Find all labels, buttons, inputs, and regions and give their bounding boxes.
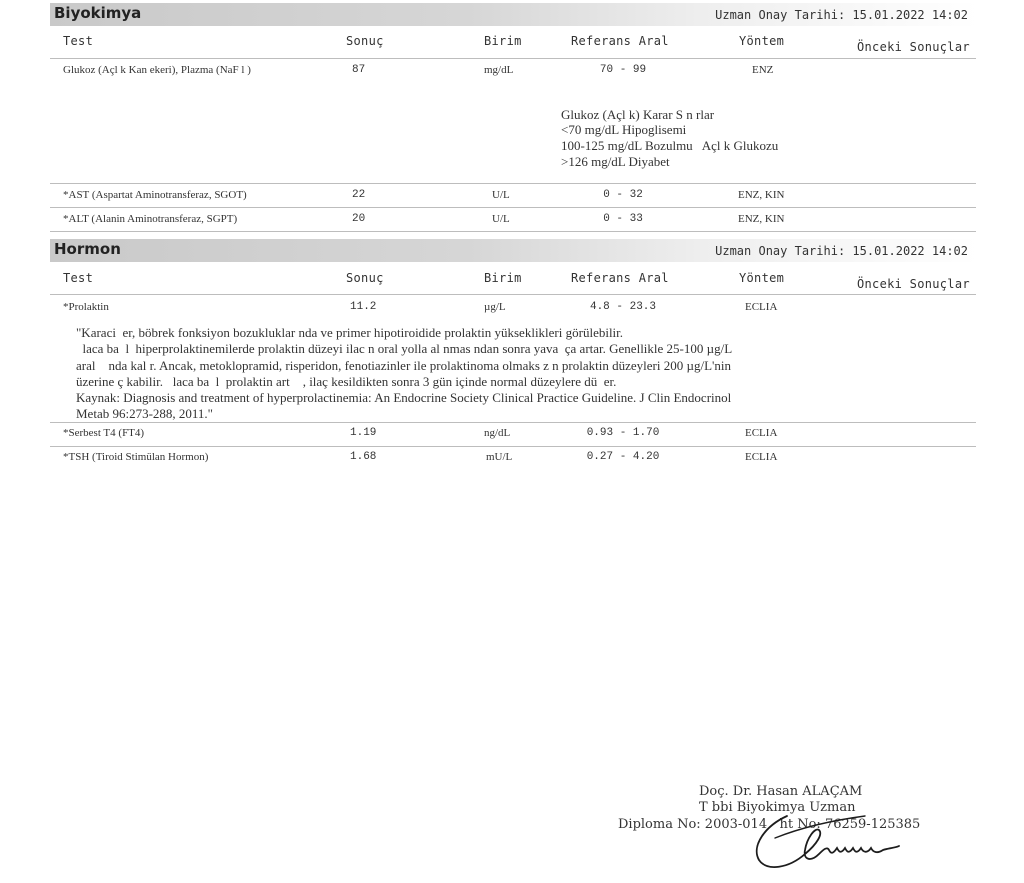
row-test: Glukoz (Açl k Kan ekeri), Plazma (NaF l ) bbox=[63, 64, 251, 76]
row-unit: µg/L bbox=[484, 301, 506, 313]
note-line: <70 mg/dL Hipoglisemi bbox=[561, 122, 687, 137]
comment-line: "Karaci er, böbrek fonksiyon bozukluklar nda ve primer hipotiroidide prolaktin yükseklikleri görülebilir. bbox=[76, 325, 624, 340]
comment-line: Metab 96:273-288, 2011." bbox=[76, 406, 213, 421]
row-reference: 0.27 - 4.20 bbox=[586, 451, 660, 463]
row-method: ECLIA bbox=[745, 301, 778, 313]
col-previous: Önceki Sonuçlar bbox=[857, 277, 970, 291]
row-result: 1.68 bbox=[350, 451, 377, 463]
note-line: Glukoz (Açl k) Karar S n rlar bbox=[561, 107, 715, 122]
comment-line: üzerine ç kabilir. laca ba l prolaktin art , ilaç kesildikten sonra 3 gün içinde normal düzeylere dü er. bbox=[76, 374, 617, 389]
signer-diploma: Diploma No: 2003-014 ht No: 76259-125385 bbox=[618, 817, 921, 832]
col-unit: Birim bbox=[484, 34, 522, 48]
signer-name: Doç. Dr. Hasan ALAÇAM bbox=[699, 784, 863, 799]
divider bbox=[50, 231, 976, 232]
row-test: *Prolaktin bbox=[63, 301, 109, 313]
row-reference: 0 - 33 bbox=[603, 213, 643, 225]
signer-title: T bbi Biyokimya Uzman bbox=[699, 800, 856, 815]
section-title: Hormon bbox=[54, 240, 121, 258]
row-result: 20 bbox=[352, 213, 366, 225]
approval-date: Uzman Onay Tarihi: 15.01.2022 14:02 bbox=[715, 8, 968, 22]
col-result: Sonuç bbox=[346, 34, 384, 48]
col-test: Test bbox=[63, 34, 94, 48]
divider bbox=[50, 207, 976, 208]
row-unit: ng/dL bbox=[484, 427, 511, 439]
col-previous: Önceki Sonuçlar bbox=[857, 40, 970, 54]
row-method: ENZ, KIN bbox=[738, 213, 785, 225]
row-method: ENZ, KIN bbox=[738, 189, 785, 201]
divider bbox=[50, 446, 976, 447]
approval-date: Uzman Onay Tarihi: 15.01.2022 14:02 bbox=[715, 244, 968, 258]
row-test: *Serbest T4 (FT4) bbox=[63, 427, 145, 439]
section-title: Biyokimya bbox=[54, 4, 142, 22]
row-method: ECLIA bbox=[745, 451, 778, 463]
note-line: >126 mg/dL Diyabet bbox=[561, 154, 670, 169]
row-result: 1.19 bbox=[350, 427, 377, 439]
row-test: *TSH (Tiroid Stimülan Hormon) bbox=[63, 451, 209, 463]
col-reference: Referans Aral bbox=[571, 34, 669, 48]
row-reference: 0.93 - 1.70 bbox=[586, 427, 660, 439]
row-result: 11.2 bbox=[350, 301, 377, 313]
col-unit: Birim bbox=[484, 271, 522, 285]
section-header-hormon bbox=[50, 239, 978, 262]
divider bbox=[50, 58, 976, 59]
row-reference: 70 - 99 bbox=[599, 64, 647, 76]
row-unit: U/L bbox=[492, 189, 510, 201]
comment-line: aral nda kal r. Ancak, metoklopramid, risperidon, fenotiazinler ile prolaktinoma olmaks z n prolaktin düzeyleri 200 µg/L'nin bbox=[76, 358, 731, 373]
divider bbox=[50, 183, 976, 184]
row-reference: 4.8 - 23.3 bbox=[589, 301, 656, 313]
row-method: ECLIA bbox=[745, 427, 778, 439]
col-method: Yöntem bbox=[739, 34, 785, 48]
row-reference: 0 - 32 bbox=[603, 189, 643, 201]
comment-line: laca ba l hiperprolaktinemilerde prolaktin düzeyi ilac n oral yolla al nmas ndan sonra yava ça artar. Genellikle 25-100 µg/L bbox=[76, 341, 733, 356]
row-result: 22 bbox=[352, 189, 366, 201]
handwritten-signature-icon bbox=[745, 808, 915, 874]
row-test: *ALT (Alanin Aminotransferaz, SGPT) bbox=[63, 213, 238, 225]
col-result: Sonuç bbox=[346, 271, 384, 285]
row-test: *AST (Aspartat Aminotransferaz, SGOT) bbox=[63, 189, 247, 201]
divider bbox=[50, 294, 976, 295]
row-result: 87 bbox=[352, 64, 366, 76]
row-unit: U/L bbox=[492, 213, 510, 225]
col-reference: Referans Aral bbox=[571, 271, 669, 285]
col-test: Test bbox=[63, 271, 94, 285]
note-line: 100-125 mg/dL Bozulmu Açl k Glukozu bbox=[561, 138, 779, 153]
row-unit: mg/dL bbox=[484, 64, 514, 76]
col-method: Yöntem bbox=[739, 271, 785, 285]
section-header-biyokimya bbox=[50, 3, 978, 26]
comment-line: Kaynak: Diagnosis and treatment of hyperprolactinemia: An Endocrine Society Clinical Practice Guideline. J Clin Endocrinol bbox=[76, 390, 732, 405]
row-unit: mU/L bbox=[486, 451, 513, 463]
divider bbox=[50, 422, 976, 423]
row-method: ENZ bbox=[752, 64, 774, 76]
